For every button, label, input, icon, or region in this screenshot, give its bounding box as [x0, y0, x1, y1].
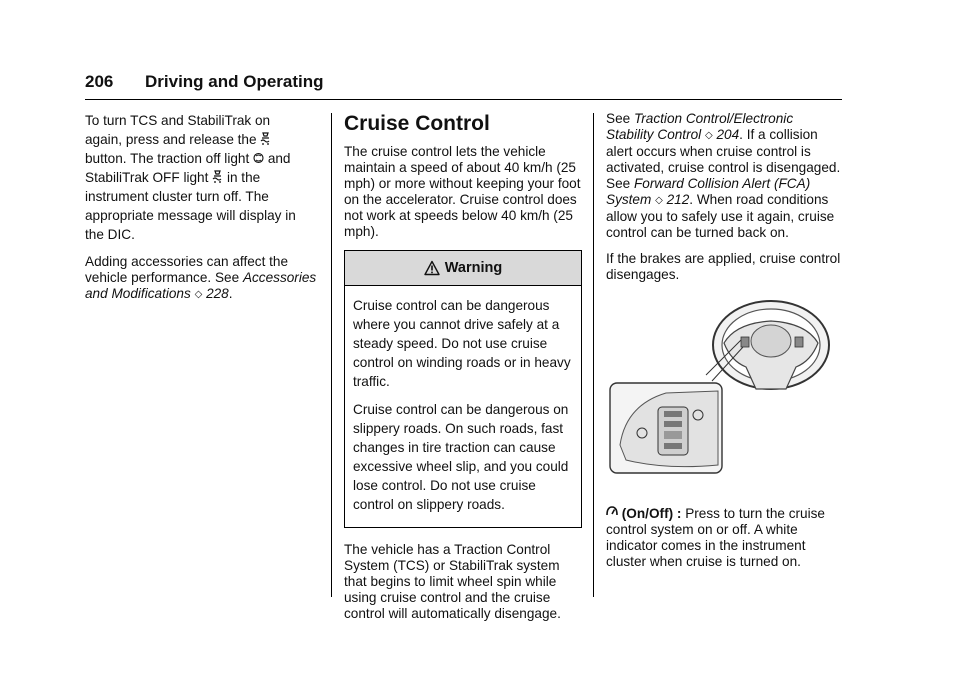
steering-wheel-illustration — [606, 295, 841, 491]
text-line: StabiliTrak OFF light — [85, 170, 209, 185]
onoff-paragraph — [606, 505, 841, 570]
text-line: in the — [226, 170, 261, 185]
page-reference-icon: ◇ — [704, 130, 713, 141]
column-divider-right — [593, 113, 594, 597]
text-line: again, press and release the — [85, 132, 257, 147]
cruise-intro: The cruise control lets the vehicle maintain a speed of about 40 km/h (25 mph) or more without keeping your foot on the accelerator. Cruise control does not work at speeds below 40 km/h (25 mph). — [344, 144, 581, 239]
page-number: 206 — [85, 72, 114, 91]
column-middle — [344, 112, 582, 632]
cruise-control-heading: Cruise Control — [344, 112, 490, 135]
text-run: . When road conditions allow you to safely use it again, cruise control can be turned back on. — [606, 192, 835, 240]
column-left — [85, 111, 317, 313]
warning-paragraph-1: Cruise control can be dangerous where you cannot drive safely at a steady speed. Do not use cruise control on winding roads or in heavy traffic. — [353, 298, 571, 389]
warning-paragraph-2: Cruise control can be dangerous on slippery roads. On such roads, fast changes in tire traction can cause excessive wheel slip, and you could lose control. Do not use cruise control on slippery roads. — [353, 402, 569, 512]
page-reference-icon: ◇ — [655, 195, 663, 206]
page-header — [85, 72, 842, 96]
page-reference-icon: ◇ — [194, 289, 203, 300]
traction-off-light-icon — [253, 151, 264, 165]
text-run: . If a collision alert occurs when cruise control is activated, cruise control is disengaged. See — [606, 127, 841, 191]
tcs-on-paragraph — [85, 111, 317, 244]
accessories-page[interactable]: 228 — [206, 286, 229, 301]
text-run: See — [606, 111, 631, 126]
warning-triangle-icon — [424, 260, 440, 276]
accessories-link[interactable]: Accessories and Modifications — [85, 270, 317, 301]
stabilitrak-off-icon — [212, 170, 223, 184]
traction-control-off-icon — [260, 132, 271, 146]
text-run: Adding accessories can affect the vehicle performance. See — [85, 254, 289, 285]
column-right — [606, 111, 841, 580]
steering-wheel-drawing — [606, 295, 841, 491]
column-divider-left — [331, 113, 332, 597]
cruise-onoff-icon — [606, 505, 618, 518]
text-run: . — [228, 286, 233, 301]
text-line: To turn TCS and StabiliTrak on — [85, 113, 271, 128]
tcs-paragraph: The vehicle has a Traction Control System (TCS) or StabiliTrak system that begins to limit wheel spin while using cruise control and the cruise control will automatically disengage. — [344, 542, 561, 621]
accessories-paragraph — [85, 254, 317, 303]
warning-title: Warning — [444, 260, 503, 276]
fca-page[interactable]: 212 — [666, 192, 690, 207]
warning-box — [344, 250, 582, 528]
brakes-paragraph: If the brakes are applied, cruise control disengages. — [606, 251, 841, 282]
references-paragraph — [606, 111, 841, 241]
traction-control-link[interactable]: Traction Control/Electronic Stability Control — [606, 111, 794, 142]
text-line: button. The traction off light — [85, 151, 250, 166]
warning-header — [345, 251, 581, 286]
fca-link[interactable]: Forward Collision Alert (FCA) System — [606, 176, 811, 207]
section-title: Driving and Operating — [145, 72, 324, 91]
text-line: instrument cluster turn off. The appropriate message will display in the DIC. — [85, 189, 296, 242]
warning-body — [345, 286, 581, 527]
traction-control-page[interactable]: 204 — [716, 127, 740, 142]
onoff-description: Press to turn the cruise control system on or off. A white indicator comes in the instrument cluster when cruise is turned on. — [606, 506, 825, 569]
onoff-label: (On/Off) : — [621, 506, 682, 521]
text-line: and — [267, 151, 291, 166]
header-rule — [85, 99, 842, 100]
